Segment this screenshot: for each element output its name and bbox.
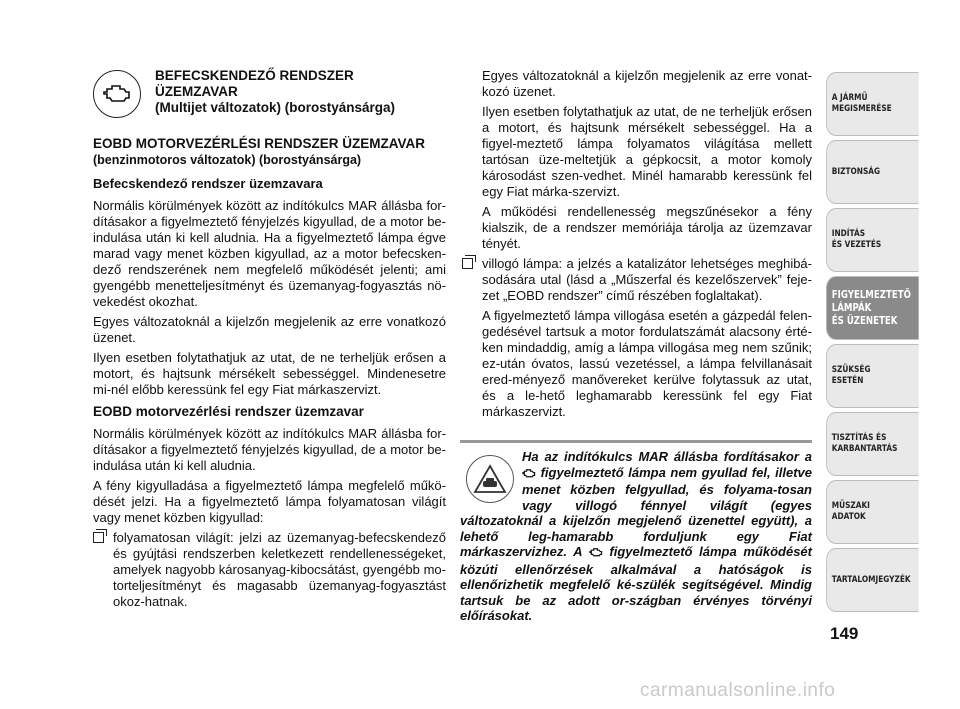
tab-vehicle-overview[interactable] [826,72,919,136]
paragraph: Egyes változatoknál a kijelzőn megjelenik az erre vonat-kozó üzenet. [482,68,812,99]
tab-starting-driving[interactable] [826,208,919,272]
warning-text-a: Ha az indítókulcs MAR állásba fordításakor a [522,449,812,464]
tab-label: MŰSZAKI [831,501,870,511]
tab-label: SZÜKSÉG [831,365,871,375]
tab-label: KARBANTARTÁS [831,444,898,454]
bullet-text: folyamatosan világít: jelzi az üzemanyag-befecskendező és gyújtási rendszerben keletkezett rendellenességeket, amelyek nagyobb károsanyag-kibocsátást, gyengébb mo-torteljesítményt és magasabb üzemanyag-fogyasztást okoz-hatnak. [113,530,446,609]
tab-label: TISZTÍTÁS ÉS [831,433,887,443]
warning-text-b: figyelmeztető lámpa nem gyullad fel, illetve menet közben felgyullad, és folyama-tosan vagy villogó fénnyel világít (egyes változatoknál a kijelzőn megjelenő üzenettel együtt), a lehető leg-hamarabb forduljunk egy Fiat márkaszervizhez. A [460,464,812,559]
warning-text-c: figyelmeztető lámpa működését közúti ellenőrzések alkalmával a hatóságok is ellenőrizhetik megfelelő ké-szülék segítségével. Mindig tartsuk be az adott or-szágban érvényes törvényi előírásokat. [460,544,812,623]
tab-label: MEGISMERÉSE [831,104,892,114]
engine-warning-icon [93,70,141,118]
left-column [93,68,446,610]
engine-warning-inline-icon [589,546,603,562]
right-column [462,68,812,424]
bullet-item [462,256,812,304]
paragraph: A működési rendellenesség megszűnésekor a fény kialszik, de a rendszer memóriája tárolja az üzemzavar tényét. [482,204,812,251]
tab-technical-data[interactable] [826,480,919,544]
warning-box [460,440,812,624]
bullet-item [93,530,446,610]
eobd-title-main: EOBD MOTORVEZÉRLÉSI RENDSZER ÜZEMZAVAR [93,136,426,151]
header-title: BEFECSKENDEZŐ RENDSZER ÜZEMZAVAR [155,68,354,99]
tab-label: TARTALOMJEGYZÉK [831,574,911,585]
paragraph: Normális körülmények között az indítókulcs MAR állásba for-dításakor a figyelmeztető fényjelzés kigyullad, de a motor be-indulása után ki kell aludnia. Ha a figyelmeztető lámpa égve marad vagy menet közben kigyullad, az a motor befecsken-dező rendszerének nem megfelelő működését jelenti; ami gyengébb menetteljesítményt és üzemanyag-fogyasztás nö-vekedést okozhat. [93,198,446,309]
subheading-eobd: EOBD motorvezérlési rendszer üzemzavar [93,404,364,419]
tab-label: LÁMPÁK [831,301,872,314]
tab-safety[interactable] [826,140,919,204]
tab-label: ÉS ÜZENETEK [831,314,898,327]
tab-label: INDÍTÁS [831,229,866,239]
bullet-text: villogó lámpa: a jelzés a katalizátor lehetséges meghibá-sodására utal (lásd a „Műszerfal és kezelőszervek” feje-zet „EOBD rendszer” című részében foglaltakat). [482,256,812,303]
paragraph: Ilyen esetben folytathatjuk az utat, de ne terheljük erősen a motort, és hajtsunk mérsékelt sebességgel. Ha a figyel-meztető lámpa folyamatos világítása mellett tartósan üze-meltetjük a gépkocsit, a motor komoly károsodást szen-vedhet. Minél hamarabb keressünk fel egy Fiat márka-szervizt. [482,104,812,199]
subheading-injection: Befecskendező rendszer üzemzavara [93,176,323,191]
tab-label: ADATOK [831,512,866,522]
checkbox-bullet-icon [93,532,104,543]
tab-label: ESETÉN [831,376,864,386]
tab-label: A JÁRMŰ [831,93,868,103]
eobd-title [93,136,446,168]
engine-warning-inline-icon [522,467,536,483]
warning-text [460,443,812,624]
tab-label: FIGYELMEZTETŐ [831,288,911,301]
paragraph: A fény kigyulladása a figyelmeztető lámpa megfelelő műkö-dését jelzi. Ha a figyelmeztető lámpa folyamatosan világít vagy menet közben kigyullad: [93,478,446,525]
paragraph: A figyelmeztető lámpa villogása esetén a gázpedál felen-gedésével tartsuk a motor fordulatszámát alacsony érté-ken mindaddig, amíg a lámpa villogása meg nem szűnik; ez-után óvatos, lassú vezetéssel, a lámpa felvillanásait ered-ményező manővereket kerülve folytassuk az utat, és a le-hető leghamarabb keressünk fel egy Fiat márkaszervizt. [482,308,812,419]
section-header [155,68,395,116]
paragraph: Egyes változatoknál a kijelzőn megjelenik az erre vonatkozó üzenet. [93,314,446,345]
checkbox-bullet-icon [462,258,473,269]
tab-warning-lights[interactable] [826,276,919,340]
vehicle-warning-triangle-icon [466,455,514,503]
header-subtitle: (Multijet változatok) (borostyánsárga) [155,100,396,115]
tab-maintenance[interactable] [826,412,919,476]
header-block [93,68,446,126]
chapter-tabs [826,72,916,616]
eobd-title-sub: (benzinmotoros változatok) (borostyánsárga) [93,153,362,167]
tab-label: ÉS VEZETÉS [831,240,882,250]
page-number: 149 [830,624,859,643]
tab-index[interactable] [826,548,919,612]
tab-emergency[interactable] [826,344,919,408]
paragraph: Normális körülmények között az indítókulcs MAR állásba for-dításakor a figyelmeztető fényjelzés kigyullad, de a motor be-indulása után ki kell aludnia. [93,426,446,473]
watermark: carmanualsonline.info [640,680,836,701]
paragraph: Ilyen esetben folytathatjuk az utat, de ne terheljük erősen a motort, és hajtsunk mérsékelt sebességgel. Mindenesetre mi-nél előbb keressünk fel egy Fiat márkaszervizt. [93,350,446,397]
tab-label: BIZTONSÁG [831,166,881,177]
